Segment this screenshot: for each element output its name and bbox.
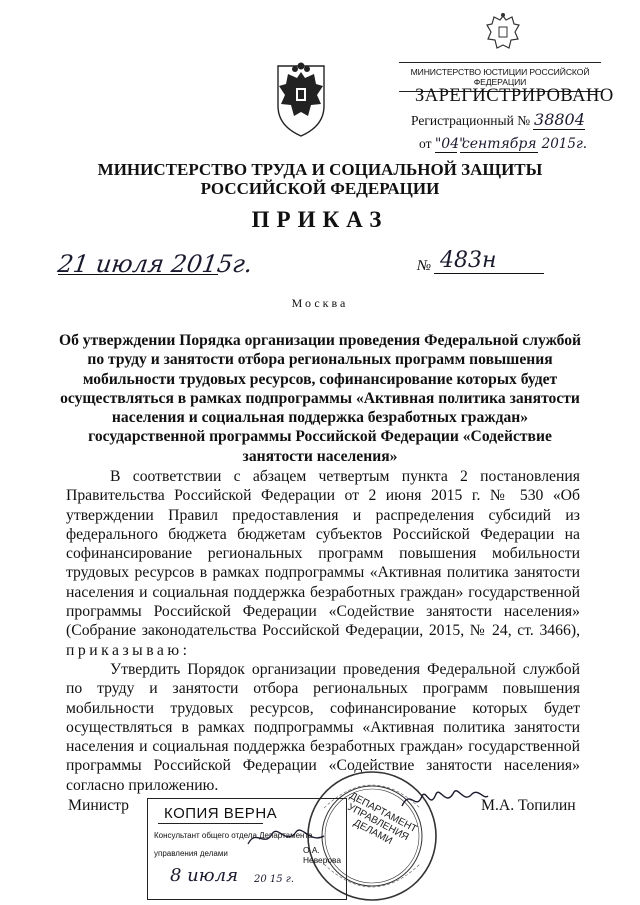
title-line: мобильности трудовых ресурсов, софинансирование которых будет <box>82 370 558 388</box>
minister-signature-icon <box>400 784 490 814</box>
copy-stamp-signer: О.А. Неверова <box>303 845 342 865</box>
title-line: Об утверждении Порядка организации проведения Федеральной службой <box>58 332 582 349</box>
registration-title: ЗАРЕГИСТРИРОВАНО <box>415 86 614 106</box>
copy-stamp-position: Консультант общего отдела Департамента <box>154 831 313 840</box>
order-number-underline <box>434 273 544 274</box>
title-line: населения и социальная поддержка безработных граждан» <box>111 409 529 427</box>
document-type: ПРИКАЗ <box>251 207 389 232</box>
copy-stamp-department: управления делами <box>154 849 228 858</box>
round-seal-department: ДЕПАРТАМЕНТ УПРАВЛЕНИЯ ДЕЛАМИ <box>345 790 419 847</box>
registration-ministry: МИНИСТЕРСТВО ЮСТИЦИИ РОССИЙСКОЙ ФЕДЕРАЦИИ <box>399 62 601 92</box>
body-paragraph-2: Утвердить Порядок организации проведения Федеральной службой по труду и занятости отбора региональных программ повышения мобильности трудовых ресурсов, софинансирование которых будет осуществляться в рамках подпрограммы «Активная политика занятости населения и социальная поддержка безработных граждан» государственной программы Российской Федерации «Содействие занятости населения» согласно приложению. <box>66 660 580 794</box>
signer-name: М.А. Топилин <box>481 797 576 814</box>
registration-stamp <box>397 12 614 162</box>
registration-number-label: Регистрационный № <box>411 113 531 128</box>
order-date-underline <box>58 274 218 275</box>
copy-signature-icon <box>246 826 326 850</box>
registration-date-row <box>419 136 599 153</box>
signer-position: Министр <box>68 797 129 814</box>
ministry-title <box>60 160 580 198</box>
copy-stamp-year: 20 15 г. <box>254 874 295 885</box>
registration-number: 38804 <box>534 110 585 129</box>
registration-date-month: сентября <box>461 136 537 152</box>
order-word: приказываю: <box>66 641 191 659</box>
ministry-title-line1: МИНИСТЕРСТВО ТРУДА И СОЦИАЛЬНОЙ ЗАЩИТЫ <box>97 160 543 179</box>
ministry-title-line2: РОССИЙСКОЙ ФЕДЕРАЦИИ <box>200 179 440 198</box>
copy-stamp-date: 8 июля <box>170 865 238 886</box>
title-line: занятости населения» <box>242 447 398 465</box>
registration-date-prefix: от <box>419 136 432 151</box>
order-number: 483н <box>440 248 497 273</box>
registration-number-row <box>411 110 601 130</box>
title-line: государственной программы Российской Федерации «Содействие <box>88 428 552 446</box>
city: Москва <box>291 296 349 310</box>
coat-of-arms-icon <box>485 12 521 54</box>
title-line: осуществляться в рамках подпрограммы «Активная политика занятости <box>60 389 580 407</box>
title-line: по труду и занятости отбора региональных программ повышения <box>87 351 553 369</box>
registration-date-year: 2015г. <box>541 136 588 152</box>
document-body <box>66 467 580 795</box>
body-paragraph-1-text: В соответствии с абзацем четвертым пункта 2 постановления Правительства Российской Федерации от 2 июня 2015 г. № 530 «Об утверждении Правил предоставления и распределения субсидий из федерального бюджета бюджетам субъектов Российской Федерации на софинансирование региональных программ повышения мобильности трудовых ресурсов в рамках подпрограммы «Активная политика занятости населения и социальная поддержка безработных граждан» государственной программы Российской Федерации «Содействие занятости населения» (Собрание законодательства Российской Федерации, 2015, № 24, ст. 3466), <box>66 468 580 640</box>
registration-date-day: "04" <box>434 136 466 152</box>
copy-stamp-title: КОПИЯ ВЕРНА <box>164 805 278 822</box>
document-title <box>58 331 582 466</box>
copy-stamp-title-underline <box>158 823 263 824</box>
order-date: 21 июля 2015г. <box>56 250 255 278</box>
order-number-label: № <box>417 258 432 274</box>
coat-of-arms-icon <box>270 58 332 138</box>
body-paragraph-1 <box>66 467 580 660</box>
